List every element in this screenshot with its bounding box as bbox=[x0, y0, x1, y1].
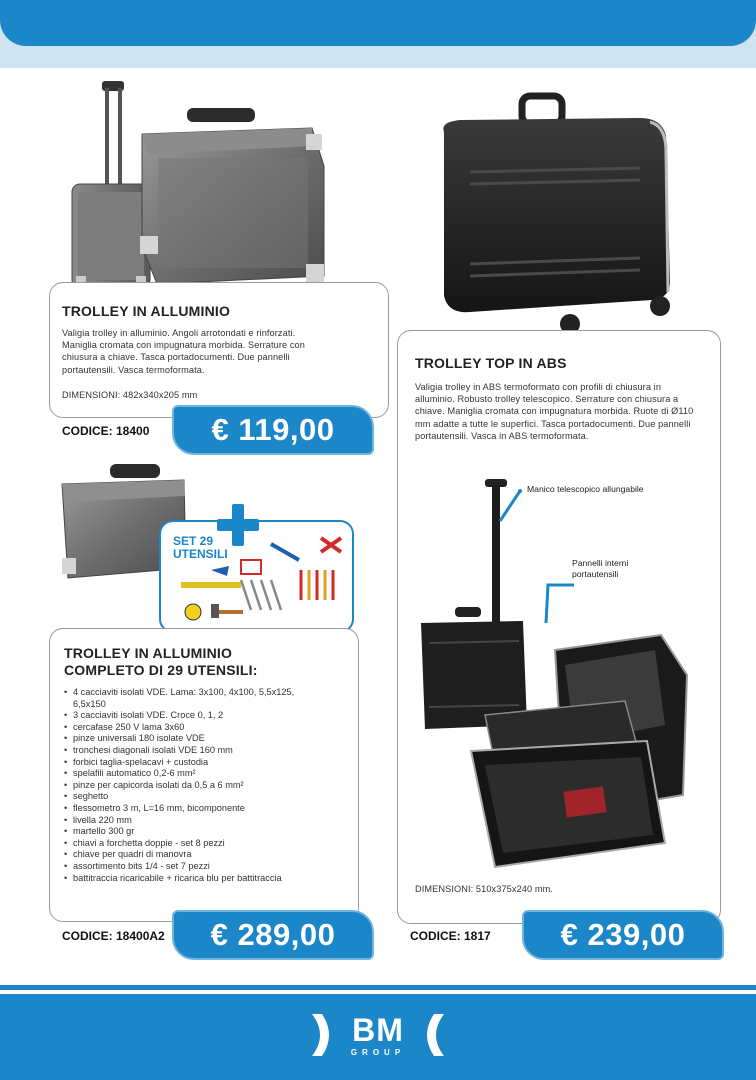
list-item: • cercafase 250 V lama 3x60 bbox=[64, 722, 350, 734]
brand-logo: BM bbox=[352, 1012, 404, 1048]
list-item: • assortimento bits 1/4 - set 7 pezzi bbox=[64, 861, 350, 873]
product-subtitle: COMPLETO DI 29 UTENSILI: bbox=[64, 662, 258, 678]
list-item: • pinze universali 180 isolate VDE bbox=[64, 733, 350, 745]
list-item: • seghetto bbox=[64, 791, 350, 803]
list-item: • forbici taglia-spelacavi + custodia bbox=[64, 757, 350, 769]
price-badge: € 239,00 bbox=[522, 910, 724, 960]
tool-list bbox=[64, 687, 350, 884]
abs-trolley-image bbox=[430, 92, 680, 337]
callout-handle: Manico telescopico allungabile bbox=[527, 484, 644, 494]
plus-icon bbox=[215, 502, 261, 548]
list-item: • 4 cacciaviti isolati VDE. Lama: 3x100, 4x100, 5,5x125, 6,5x150 bbox=[64, 687, 326, 710]
aluminium-trolley-image bbox=[62, 76, 352, 291]
list-item: • flessometro 3 m, L=16 mm, bicomponente bbox=[64, 803, 350, 815]
footer-line bbox=[0, 985, 756, 990]
list-item: • 3 cacciaviti isolati VDE. Croce 0, 1, 2 bbox=[64, 710, 350, 722]
product-dimensions: DIMENSIONI: 482x340x205 mm bbox=[62, 390, 198, 400]
tools-image bbox=[171, 530, 351, 630]
list-item: • chiave per quadri di manovra bbox=[64, 849, 350, 861]
product-description: Valigia trolley in alluminio. Angoli arrotondati e rinforzati. Maniglia cromata con impugnatura morbida. Serrature con chiusura a chiave. Tasca portadocumenti. Due pannelli portautensili. Vasca termoformata. bbox=[62, 328, 305, 375]
product-title: TROLLEY IN ALLUMINIO bbox=[64, 645, 233, 661]
product-description: Valigia trolley in ABS termoformato con profili di chiusura in alluminio. Robusto trolley telescopico. Serrature con chiusura a chiave. Maniglia cromata con impugnatura morbida. Ruote di Ø110 mm adatte a tutte le superfici. Tasca portadocumenti. Due pannelli portautensili. Vasca in ABS termoformata. bbox=[415, 382, 694, 441]
list-item: • martello 300 gr bbox=[64, 826, 350, 838]
list-item: • livella 220 mm bbox=[64, 815, 350, 827]
brand-sub: GROUP bbox=[350, 1048, 406, 1057]
callout-panels: Pannelli interni portautensili bbox=[572, 558, 629, 579]
product-title: TROLLEY TOP IN ABS bbox=[415, 355, 567, 371]
list-item: • tronchesi diagonali isolati VDE 160 mm bbox=[64, 745, 350, 757]
set-badge-line1: SET 29 bbox=[173, 534, 214, 548]
top-bar bbox=[0, 0, 756, 46]
product-dimensions: DIMENSIONI: 510x375x240 mm. bbox=[415, 884, 554, 894]
list-item: • chiavi a forchetta doppie - set 8 pezzi bbox=[64, 838, 350, 850]
price-badge: € 119,00 bbox=[172, 405, 374, 455]
list-item: • battitraccia ricaricabile + ricarica blu per battitraccia bbox=[64, 873, 350, 885]
product-code: CODICE: 18400 bbox=[62, 424, 150, 438]
product-title: TROLLEY IN ALLUMINIO bbox=[62, 303, 231, 319]
callout-lines bbox=[490, 485, 630, 625]
list-item: • pinze per capicorda isolati da 0,5 a 6 mm² bbox=[64, 780, 350, 792]
list-item: • spelafili automatico 0,2-6 mm² bbox=[64, 768, 350, 780]
product-code: CODICE: 1817 bbox=[410, 929, 491, 943]
set-badge-line2: UTENSILI bbox=[173, 547, 228, 561]
product-panel-complete bbox=[49, 628, 359, 922]
product-panel-aluminium bbox=[49, 282, 389, 418]
price-badge: € 289,00 bbox=[172, 910, 374, 960]
product-code: CODICE: 18400A2 bbox=[62, 929, 165, 943]
